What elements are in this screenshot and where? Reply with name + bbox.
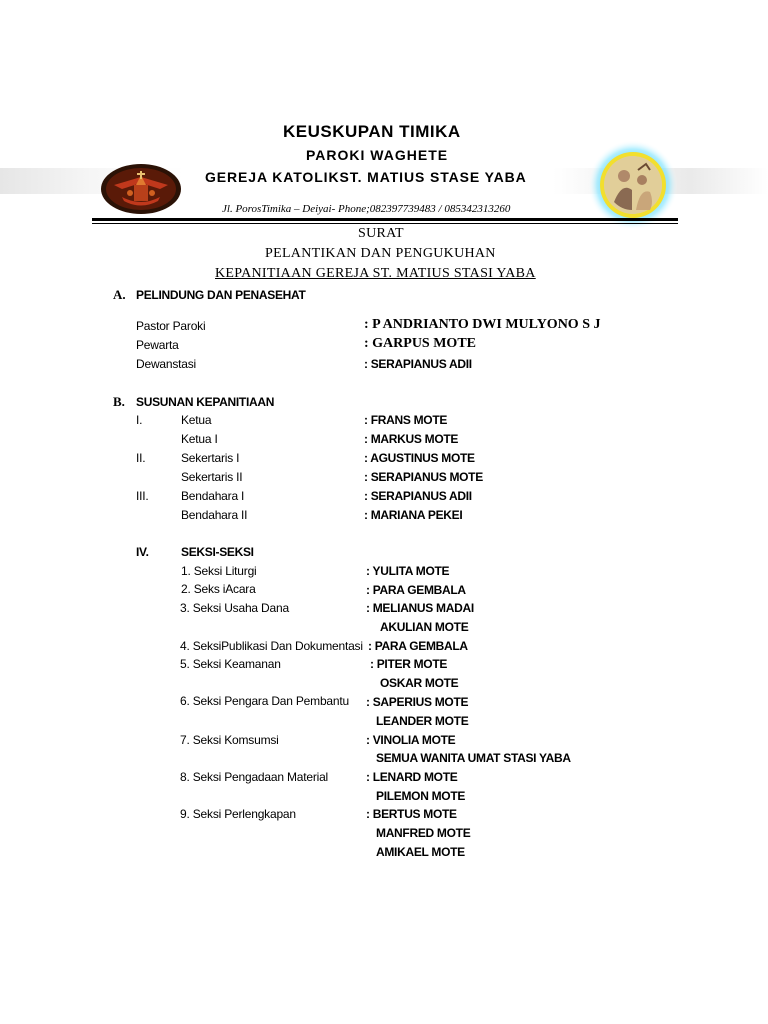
committee-role: Sekertaris I [181,451,240,465]
section-a-letter: A. [113,287,126,302]
section-member: AKULIAN MOTE [380,620,469,634]
section-member: PILEMON MOTE [376,789,466,803]
patron-value: : GARPUS MOTE [364,336,476,351]
section-a-title: PELINDUNG DAN PENASEHAT [136,288,306,302]
committee-number: I. [136,413,143,427]
section-label: 2. Seks iAcara [181,582,256,596]
patron-label: Dewanstasi [136,357,197,371]
committee-member: : FRANS MOTE [364,413,448,427]
section-member: : LENARD MOTE [366,770,458,784]
patron-value: : SERAPIANUS ADII [364,357,472,371]
section-member: MANFRED MOTE [376,826,471,840]
patron-value: : P ANDRIANTO DWI MULYONO S J [364,317,601,332]
section-label: 3. Seksi Usaha Dana [180,601,289,615]
section-b-title: SUSUNAN KEPANITIAAN [136,395,275,409]
section-member: : PARA GEMBALA [368,639,468,653]
patron-label: Pastor Paroki [136,319,206,333]
committee-role: Bendahara II [181,508,248,522]
committee-role: Sekertaris II [181,470,243,484]
committee-member: : SERAPIANUS MOTE [364,470,483,484]
section-iv-number: IV. [136,545,149,559]
section-label: 9. Seksi Perlengkapan [180,807,296,821]
section-label: 6. Seksi Pengara Dan Pembantu [180,694,349,708]
section-member: : SAPERIUS MOTE [366,695,469,709]
section-label: 5. Seksi Keamanan [180,657,281,671]
section-member: SEMUA WANITA UMAT STASI YABA [376,751,571,765]
section-b-letter: B. [113,394,125,409]
saint-matthew-image-icon [588,140,678,230]
committee-member: : MARIANA PEKEI [364,508,463,522]
committee-role: Bendahara I [181,489,245,503]
committee-number: III. [136,489,149,503]
header-rule-thick [92,218,678,221]
letter-committee: KEPANITIAAN GEREJA ST. MATIUS STASI YABA [215,266,536,281]
committee-member: : AGUSTINUS MOTE [364,451,475,465]
section-member: : PITER MOTE [370,657,448,671]
address-line: Jl. PorosTimika – Deiyai- Phone;082397739483 / 085342313260 [222,203,511,215]
section-label: 1. Seksi Liturgi [181,564,257,578]
section-member: OSKAR MOTE [380,676,459,690]
section-member: LEANDER MOTE [376,714,469,728]
section-iv-title: SEKSI-SEKSI [181,545,254,559]
header-rule-thin [92,223,678,224]
section-member: : YULITA MOTE [366,564,450,578]
parish-title: PAROKI WAGHETE [306,147,449,163]
committee-member: : MARKUS MOTE [364,432,459,446]
section-member: : VINOLIA MOTE [366,733,456,747]
committee-number: II. [136,451,146,465]
section-member: AMIKAEL MOTE [376,845,465,859]
section-label: 8. Seksi Pengadaan Material [180,770,329,784]
section-label: 4. SeksiPublikasi Dan Dokumentasi [180,639,363,653]
letter-type: SURAT [358,226,404,241]
section-member: : PARA GEMBALA [366,583,466,597]
committee-member: : SERAPIANUS ADII [364,489,472,503]
section-label: 7. Seksi Komsumsi [180,733,279,747]
church-title: GEREJA KATOLIKST. MATIUS STASE YABA [205,169,527,185]
letter-purpose: PELANTIKAN DAN PENGUKUHAN [265,246,496,261]
patron-label: Pewarta [136,338,179,352]
diocese-title: KEUSKUPAN TIMIKA [283,122,461,141]
section-member: : BERTUS MOTE [366,807,457,821]
diocese-emblem-icon [100,163,182,215]
committee-role: Ketua [181,413,212,427]
committee-role: Ketua I [181,432,218,446]
section-member: : MELIANUS MADAI [366,601,474,615]
